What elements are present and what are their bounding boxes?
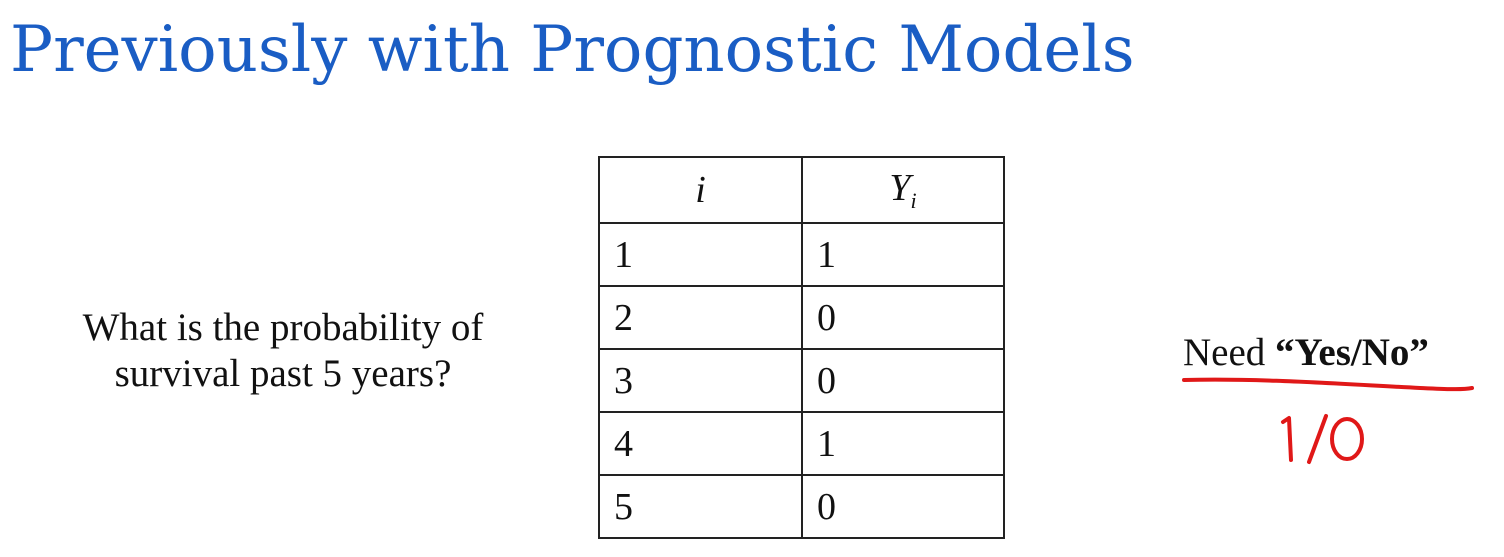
slide-title: Previously with Prognostic Models <box>10 13 1135 87</box>
need-emphasis: “Yes/No” <box>1275 331 1429 374</box>
question-line-1: What is the probability of <box>82 306 484 349</box>
cell-outcome: 0 <box>802 349 1004 412</box>
cell-outcome: 0 <box>802 286 1004 349</box>
cell-index: 2 <box>599 286 802 349</box>
need-prefix: Need <box>1183 331 1266 374</box>
handwritten-one-slash-zero <box>1283 416 1362 462</box>
cell-outcome: 0 <box>802 475 1004 538</box>
header-index: i <box>599 157 802 223</box>
hw-digit-zero <box>1332 419 1362 459</box>
cell-index: 4 <box>599 412 802 475</box>
header-outcome-subscript: i <box>910 188 917 213</box>
hw-digit-one <box>1283 418 1291 460</box>
cell-index: 3 <box>599 349 802 412</box>
cell-outcome: 1 <box>802 223 1004 286</box>
cell-index: 5 <box>599 475 802 538</box>
header-outcome-symbol: Y <box>889 167 911 209</box>
question-line-2: survival past 5 years? <box>114 352 452 395</box>
cell-index: 1 <box>599 223 802 286</box>
cell-outcome: 1 <box>802 412 1004 475</box>
underline-stroke <box>1184 380 1472 390</box>
hw-slash <box>1309 416 1326 462</box>
